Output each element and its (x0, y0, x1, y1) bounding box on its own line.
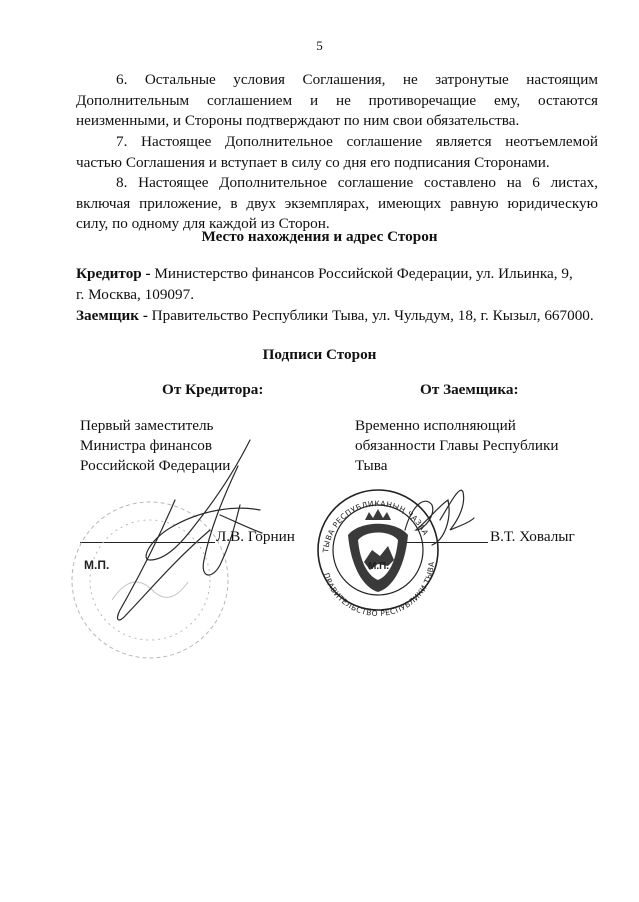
creditor-signatory-name: Л.В. Горнин (216, 528, 295, 545)
borrower-position-line2: обязанности Главы Республики (355, 437, 559, 454)
borrower-seal-image (318, 490, 438, 618)
borrower-label: Заемщик - (76, 307, 148, 324)
svg-text:ПРАВИТЕЛЬСТВО РЕСПУБЛИКИ ТЫВА: ПРАВИТЕЛЬСТВО РЕСПУБЛИКИ ТЫВА (321, 560, 437, 619)
paragraph-6: 6. Остальные условия Соглашения, не затронутые настоящим Дополнительным соглашением и не противоречащие ему, остаются неизменными, и Стороны подтверждают по ним свои обязательства. (76, 71, 598, 129)
signatures-heading: Подписи Сторон (262, 346, 377, 363)
borrower-column-heading: От Заемщика: (420, 381, 519, 398)
paragraph-8: 8. Настоящее Дополнительное соглашение составлено на 6 листах, включая приложение, в двух экземплярах, имеющих равную юридическую силу, по одному для каждой из Сторон. (76, 174, 598, 232)
borrower-signatory-name: В.Т. Ховалыг (490, 528, 575, 545)
creditor-label: Кредитор - (76, 265, 151, 282)
creditor-stamp-label: М.П. (84, 558, 110, 572)
borrower-stamp-label: М.П. (368, 561, 390, 572)
borrower-address-line1: Правительство Республики Тыва, ул. Чульдум, 18, г. Кызыл, 667000. (147, 307, 594, 324)
creditor-address-line1: Министерство финансов Российской Федерации, ул. Ильинка, 9, (150, 265, 573, 282)
page-number: 5 (316, 38, 323, 53)
svg-text:ТЫВА РЕСПУБЛИКАНЫҢ ЧАЗАА: ТЫВА РЕСПУБЛИКАНЫҢ ЧАЗАА (321, 498, 431, 554)
creditor-position-line1: Первый заместитель (80, 417, 214, 434)
creditor-position-line3: Российской Федерации (80, 457, 231, 474)
creditor-position-line2: Министра финансов (80, 437, 213, 454)
borrower-position-line3: Тыва (355, 457, 388, 474)
creditor-stamp-image (72, 502, 228, 658)
paragraph-7: 7. Настоящее Дополнительное соглашение является неотъемлемой частью Соглашения и вступает в силу со дня его подписания Сторонами. (76, 133, 598, 171)
creditor-column-heading: От Кредитора: (162, 381, 264, 398)
borrower-position-line1: Временно исполняющий (355, 417, 516, 434)
address-heading: Место нахождения и адрес Сторон (201, 228, 438, 245)
creditor-address-line2: г. Москва, 109097. (76, 286, 194, 303)
